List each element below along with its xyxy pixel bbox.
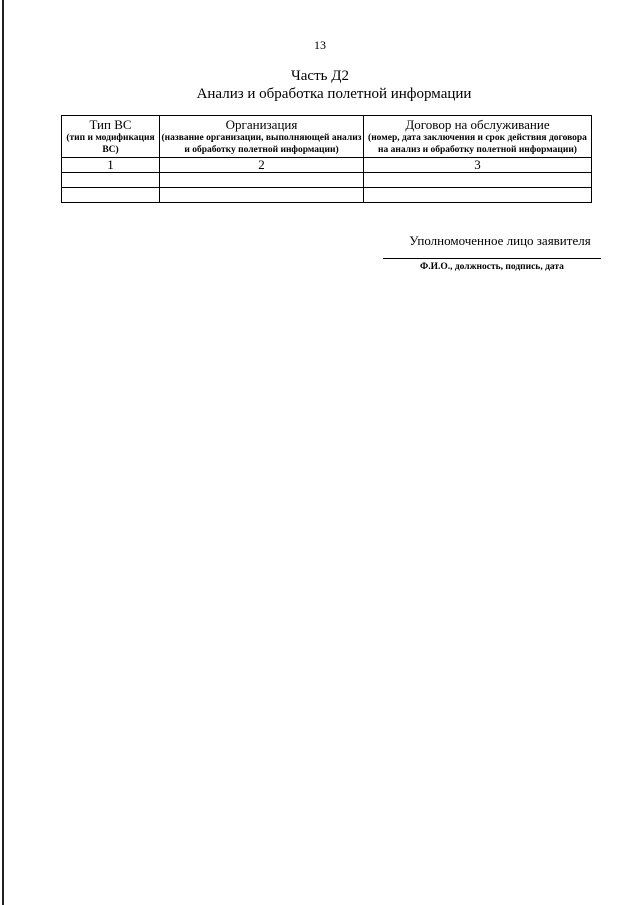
section-subtitle: Анализ и обработка полетной информации: [196, 86, 472, 102]
column-number-row: [62, 158, 592, 173]
flight-data-table: [61, 115, 592, 203]
column-subtitle: (название организации, выполняющей анализ и обработку полетной информации): [161, 133, 362, 155]
column-title: Договор на обслуживание: [405, 117, 550, 132]
column-header-organization: [160, 116, 364, 158]
table-cell[interactable]: [364, 188, 592, 203]
page-border: [2, 0, 4, 905]
section-title: Часть Д2: [291, 68, 349, 84]
column-number: 2: [160, 158, 364, 173]
column-subtitle: (номер, дата заключения и срок действия договора на анализ и обработку полетной информации): [368, 133, 587, 155]
column-title: Тип ВС: [89, 117, 132, 132]
table-header-row: [62, 116, 592, 158]
signature-subcaption: Ф.И.О., должность, подпись, дата: [420, 262, 564, 272]
column-subtitle: (тип и модификация ВС): [66, 133, 155, 155]
table-cell[interactable]: [62, 188, 160, 203]
table-row: [62, 173, 592, 188]
page-number: 13: [314, 38, 326, 52]
column-number: 3: [364, 158, 592, 173]
table-cell[interactable]: [62, 173, 160, 188]
column-header-service-contract: [364, 116, 592, 158]
table-cell[interactable]: [160, 173, 364, 188]
signature-caption: Уполномоченное лицо заявителя: [409, 233, 591, 248]
table-row: [62, 188, 592, 203]
table-cell[interactable]: [364, 173, 592, 188]
column-number: 1: [62, 158, 160, 173]
column-title: Организация: [225, 117, 298, 132]
column-header-aircraft-type: [62, 116, 160, 158]
signature-line[interactable]: [383, 258, 601, 259]
table-cell[interactable]: [160, 188, 364, 203]
